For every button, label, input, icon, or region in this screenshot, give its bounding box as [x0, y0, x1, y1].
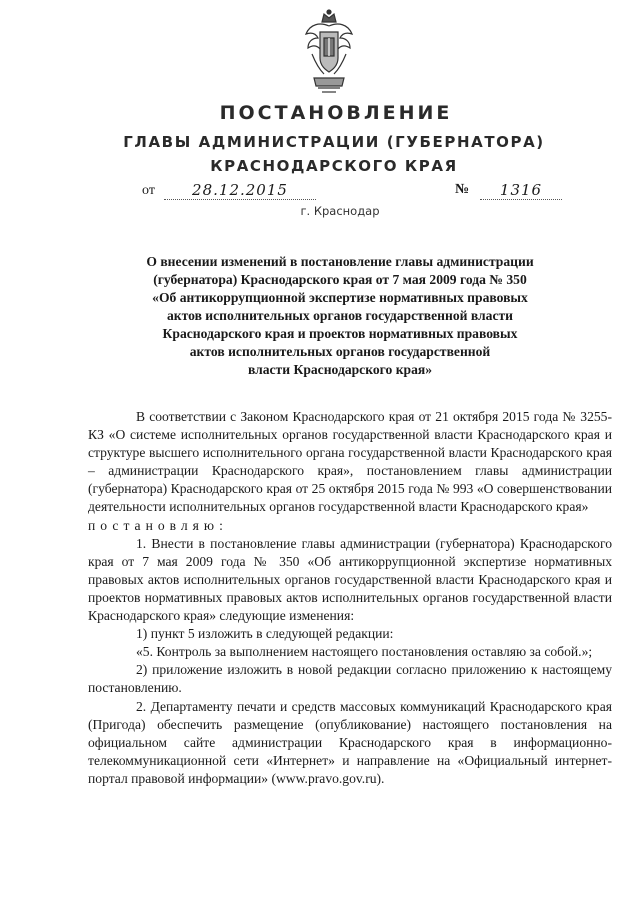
- decree-word: постановляю:: [88, 517, 228, 533]
- city-label: г. Краснодар: [300, 204, 380, 218]
- date-number-line: [140, 181, 543, 203]
- title-line: «Об антикоррупционной экспертизе нормативных правовых: [152, 290, 528, 305]
- issuer-heading: ГЛАВЫ АДМИНИСТРАЦИИ (ГУБЕРНАТОРА): [123, 133, 545, 151]
- subitem-2-paragraph: 2) приложение изложить в новой редакции согласно приложению к настоящему постановлению.: [88, 662, 612, 696]
- title-line: (губернатора) Краснодарского края от 7 мая 2009 года № 350: [153, 272, 527, 287]
- document-number: 1316: [480, 181, 562, 200]
- preamble-paragraph: В соответствии с Законом Краснодарского края от 21 октября 2015 года № 3255-КЗ «О системе исполнительных органов государственной власти Краснодарского края и структуре высшего исполнительного органа государственной власти Краснодарского края – администрации Краснодарского края», постановлением главы администрации (губернатора) Краснодарского края от 25 октября 2015 года № 993 «О совершенствовании деятельности исполнительных органов государственной власти Краснодарского края»: [88, 409, 612, 515]
- region-heading: КРАСНОДАРСКОГО КРАЯ: [210, 157, 458, 175]
- title-line: актов исполнительных органов государственной власти: [166, 308, 514, 323]
- document-body: [88, 408, 612, 788]
- item-1-paragraph: 1. Внести в постановление главы администрации (губернатора) Краснодарского края от 7 мая 2009 года № 350 «Об антикоррупционной экспертизе нормативных правовых актов исполнительных органов государственной власти Краснодарского края и проектов нормативных правовых актов исполнительных органов государственной власти Краснодарского края» следующие изменения:: [88, 535, 612, 624]
- number-label: №: [455, 182, 470, 197]
- date-label: от: [142, 183, 155, 198]
- document-date: 28.12.2015: [164, 181, 316, 200]
- title-line: актов исполнительных органов государственной: [189, 344, 491, 359]
- title-line: Краснодарского края и проектов нормативных правовых: [162, 326, 518, 341]
- quoted-clause-paragraph: «5. Контроль за выполнением настоящего постановления оставляю за собой.»;: [136, 644, 593, 660]
- document-type-heading: ПОСТАНОВЛЕНИЕ: [219, 102, 453, 124]
- subitem-1-paragraph: 1) пункт 5 изложить в следующей редакции:: [136, 626, 394, 642]
- coat-of-arms-icon: [302, 8, 356, 96]
- document-title: [110, 253, 570, 379]
- item-2-paragraph: 2. Департаменту печати и средств массовых коммуникаций Краснодарского края (Пригода) обеспечить размещение (опубликование) настоящего постановления на официальном сайте администрации Краснодарского края в информационно-телекоммуникационной сети «Интернет» и направление на «Официальный интернет-портал правовой информации» (www.pravo.gov.ru).: [88, 698, 612, 786]
- title-line: власти Краснодарского края»: [247, 362, 433, 377]
- title-line: О внесении изменений в постановление главы администрации: [146, 254, 534, 269]
